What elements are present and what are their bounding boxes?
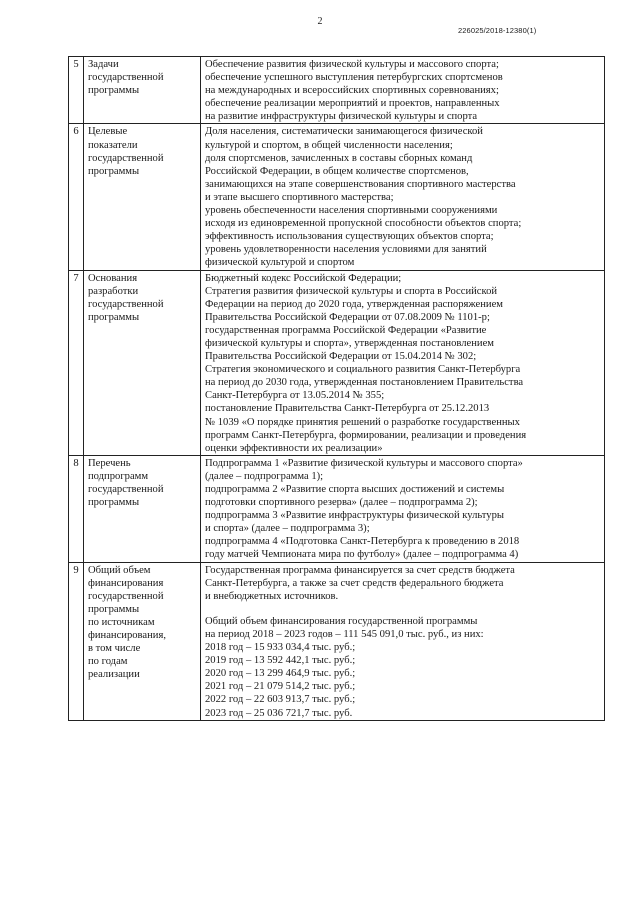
content-line: культурой и спортом, в общей численности населения; (205, 139, 453, 151)
content-line: подпрограмма 3 «Развитие инфраструктуры физической культуры (205, 510, 505, 522)
content-line: (далее – подпрограмма 1); (205, 470, 324, 482)
content-line: исходя из единовременной пропускной способности объектов спорта; (205, 218, 522, 230)
content-line: Правительства Российской Федерации от 15.04.2014 № 302; (205, 351, 477, 363)
row-number: 7 (69, 270, 84, 455)
row-label (84, 562, 201, 720)
content-line: эффективность использования существующих объектов спорта; (205, 231, 494, 243)
label-line: подпрограмм (88, 470, 149, 482)
document-id: 226025/2018-12380(1) (458, 26, 537, 35)
row-number: 9 (69, 562, 84, 720)
content-line: уровень обеспеченности населения спортивными сооружениями (205, 205, 498, 217)
label-line: программы (88, 85, 140, 97)
content-line: Бюджетный кодекс Российской Федерации; (205, 272, 402, 284)
content-line: Государственная программа финансируется за счет средств бюджета (205, 564, 515, 576)
content-line: подготовки спортивного резерва» (далее – подпрограмма 2); (205, 497, 478, 509)
label-line: программы (88, 603, 140, 615)
row-content (201, 455, 605, 562)
funding-year-line: 2018 год – 15 933 034,4 тыс. руб.; (205, 642, 356, 654)
label-line: Общий объем (88, 564, 151, 576)
label-line: Задачи (88, 59, 119, 70)
row-label (84, 270, 201, 455)
table-row (69, 270, 605, 455)
content-line: физической культурой и спортом (205, 257, 355, 269)
content-line: Подпрограмма 1 «Развитие физической культуры и массового спорта» (205, 457, 523, 469)
label-line: финансирования, (88, 630, 166, 642)
content-line: Общий объем финансирования государственной программы (205, 615, 478, 627)
funding-year-line: 2021 год – 21 079 514,2 тыс. руб.; (205, 681, 356, 693)
content-line: Санкт-Петербурга от 13.05.2014 № 355; (205, 390, 385, 402)
table-row (69, 124, 605, 270)
label-line: реализации (88, 669, 140, 681)
content-line: доля спортсменов, зачисленных в составы сборных команд (205, 152, 473, 164)
funding-year-line: 2019 год – 13 592 442,1 тыс. руб.; (205, 655, 356, 667)
label-line: Целевые (88, 126, 128, 138)
content-line: № 1039 «О порядке принятия решений о разработке государственных (205, 416, 520, 428)
content-line: физической культуры и спорта», утвержденная постановлением (205, 337, 494, 349)
label-line: Перечень (88, 457, 131, 469)
row-number: 6 (69, 124, 84, 270)
content-line: году матчей Чемпионата мира по футболу» (далее – подпрограмма 4) (205, 549, 519, 561)
label-line: программы (88, 497, 140, 509)
label-line: показатели (88, 139, 138, 151)
label-line: программы (88, 311, 140, 323)
label-line: по источникам (88, 616, 155, 628)
content-line: постановление Правительства Санкт-Петербурга от 25.12.2013 (205, 403, 490, 415)
content-line: Федерации на период до 2020 года, утвержденная распоряжением (205, 298, 504, 310)
content-line: подпрограмма 4 «Подготовка Санкт-Петербурга к проведению в 2018 (205, 536, 520, 548)
content-line: Российской Федерации, в общем количестве спортсменов, (205, 165, 469, 177)
label-line: государственной (88, 590, 164, 602)
content-line: занимающихся на этапе совершенствования спортивного мастерства (205, 178, 516, 190)
row-content (201, 57, 605, 124)
content-line: обеспечение реализации мероприятий и проектов, направленных (205, 98, 500, 110)
content-line: и спорта» (далее – подпрограмма 3); (205, 523, 370, 535)
row-content (201, 124, 605, 270)
content-line: государственная программа Российской Федерации «Развитие (205, 324, 487, 336)
row-content (201, 562, 605, 720)
content-line: Доля населения, систематически занимающегося физической (205, 126, 483, 138)
content-line: оценки эффективности их реализации» (205, 442, 383, 454)
content-line: Стратегия развития физической культуры и спорта в Российской (205, 285, 498, 297)
label-line: программы (88, 165, 140, 177)
content-line: обеспечение успешного выступления петербургских спортсменов (205, 72, 503, 84)
table-row (69, 455, 605, 562)
label-line: государственной (88, 298, 164, 310)
page-number: 2 (317, 16, 323, 27)
content-line: Правительства Российской Федерации от 07.08.2009 № 1101-р; (205, 311, 490, 323)
content-line: на международных и всероссийских спортивных соревнованиях; (205, 85, 499, 97)
content-line: на период до 2030 года, утвержденная постановлением Правительства (205, 377, 524, 389)
content-line: и внебюджетных источников. (205, 590, 339, 602)
row-label (84, 124, 201, 270)
label-line: государственной (88, 484, 164, 495)
label-line: в том числе (88, 643, 141, 655)
table-row (69, 562, 605, 720)
label-line: финансирования (88, 577, 164, 589)
content-line: программ Санкт-Петербурга, формировании, реализации и проведения (205, 429, 527, 441)
content-line: уровень удовлетворенности населения условиями для занятий (205, 244, 487, 256)
label-line: разработки (88, 285, 139, 297)
content-line: и этапе высшего спортивного мастерства; (205, 191, 394, 203)
label-line: государственной (88, 152, 164, 164)
content-line: Обеспечение развития физической культуры и массового спорта; (205, 59, 499, 70)
funding-year-line: 2023 год – 25 036 721,7 тыс. руб. (205, 707, 353, 719)
content-line: на развитие инфраструктуры физической культуры и спорта (205, 111, 478, 123)
row-label (84, 455, 201, 562)
row-number: 5 (69, 57, 84, 124)
content-line: на период 2018 – 2023 годов – 111 545 091,0 тыс. руб., из них: (205, 628, 484, 640)
row-number: 8 (69, 455, 84, 562)
content-line: подпрограмма 2 «Развитие спорта высших достижений и системы (205, 484, 505, 495)
label-line: по годам (88, 656, 128, 668)
row-label (84, 57, 201, 124)
label-line: государственной (88, 72, 164, 84)
paragraph-gap (205, 603, 602, 615)
label-line: Основания (88, 272, 138, 284)
content-line: Санкт-Петербурга, а также за счет средств федерального бюджета (205, 577, 504, 589)
table-row (69, 57, 605, 124)
funding-year-line: 2022 год – 22 603 913,7 тыс. руб.; (205, 694, 356, 706)
row-content (201, 270, 605, 455)
funding-year-line: 2020 год – 13 299 464,9 тыс. руб.; (205, 668, 356, 680)
content-line: Стратегия экономического и социального развития Санкт-Петербурга (205, 364, 521, 376)
passport-table (68, 56, 605, 721)
